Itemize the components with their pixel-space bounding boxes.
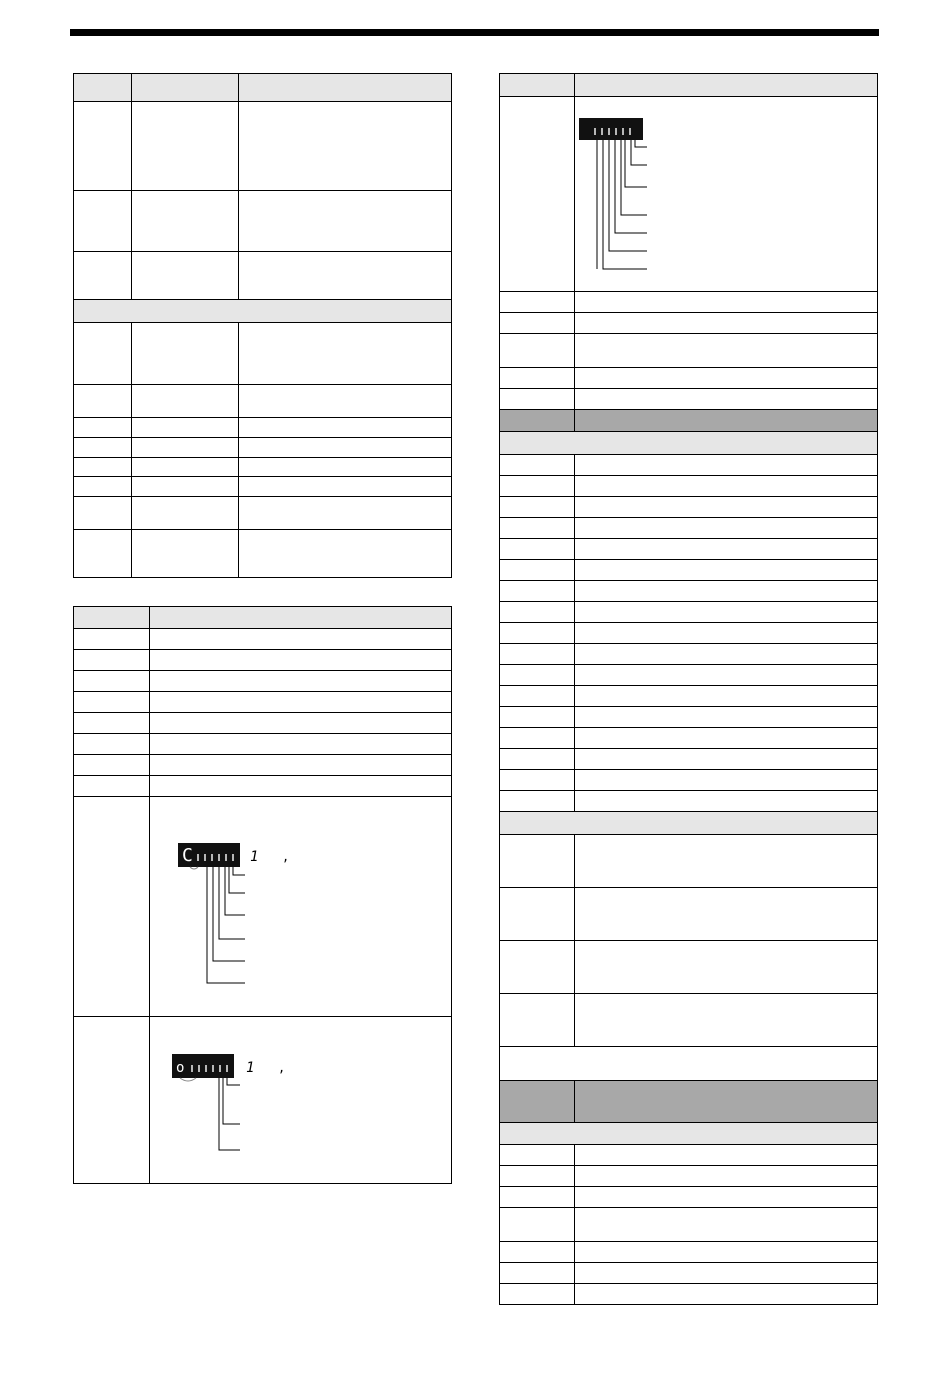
table-row bbox=[500, 97, 878, 292]
table-row bbox=[500, 644, 878, 665]
table-row bbox=[500, 791, 878, 812]
lcd-diagram-o-graphic bbox=[150, 1017, 450, 1182]
section-header-row bbox=[500, 1081, 878, 1123]
table-row bbox=[500, 539, 878, 560]
table-row bbox=[74, 692, 452, 713]
lcd-diagram-c bbox=[150, 797, 451, 1015]
table-row bbox=[500, 888, 878, 941]
lcd-diagram-top-graphic bbox=[575, 97, 875, 290]
table-row bbox=[500, 1242, 878, 1263]
table-row bbox=[74, 418, 452, 438]
left-top-table bbox=[73, 73, 452, 578]
table-row bbox=[74, 102, 452, 191]
table-row bbox=[500, 1284, 878, 1305]
table-row bbox=[500, 707, 878, 728]
lcd-diagram-o bbox=[150, 1017, 451, 1182]
table-row bbox=[500, 1187, 878, 1208]
table-row bbox=[74, 438, 452, 458]
left-bottom-table bbox=[73, 606, 452, 1184]
table-row bbox=[500, 497, 878, 518]
lcd-diagram-top bbox=[575, 97, 877, 290]
table-row bbox=[74, 385, 452, 418]
table-row bbox=[500, 749, 878, 770]
table-row bbox=[74, 671, 452, 692]
table-row bbox=[74, 734, 452, 755]
table-row bbox=[74, 1017, 452, 1184]
table-row bbox=[74, 530, 452, 578]
table-row bbox=[74, 755, 452, 776]
table-header-row bbox=[500, 74, 878, 97]
table-row bbox=[500, 1263, 878, 1284]
table-row bbox=[500, 292, 878, 313]
table-row bbox=[500, 665, 878, 686]
table-row bbox=[74, 629, 452, 650]
table-row bbox=[74, 458, 452, 477]
table-row bbox=[500, 994, 878, 1047]
lcd-c-prefix: C bbox=[182, 845, 193, 866]
table-row bbox=[500, 1166, 878, 1187]
table-row bbox=[500, 770, 878, 791]
table-row bbox=[500, 623, 878, 644]
table-row bbox=[500, 686, 878, 707]
table-row bbox=[74, 497, 452, 530]
table-row bbox=[74, 252, 452, 300]
table-row bbox=[74, 191, 452, 252]
table-row bbox=[74, 477, 452, 497]
section-row bbox=[500, 812, 878, 835]
lcd-c-tail: 1 bbox=[250, 849, 259, 865]
section-row bbox=[74, 300, 452, 323]
table-row bbox=[500, 560, 878, 581]
lcd-c-tail-comma: , bbox=[282, 850, 290, 864]
lcd-o-tail-comma: , bbox=[278, 1061, 286, 1075]
table-row bbox=[500, 368, 878, 389]
section-header-row bbox=[500, 410, 878, 432]
table-header-row bbox=[74, 607, 452, 629]
lcd-c-leader-lines bbox=[207, 867, 245, 983]
table-row bbox=[500, 1208, 878, 1242]
table-row bbox=[500, 476, 878, 497]
table-header-row bbox=[74, 74, 452, 102]
table-row bbox=[500, 941, 878, 994]
table-row bbox=[500, 518, 878, 539]
table-note-row bbox=[500, 1047, 878, 1081]
table-row bbox=[74, 776, 452, 797]
lcd-o-prefix: o bbox=[176, 1060, 185, 1076]
table-row bbox=[500, 728, 878, 749]
section-row bbox=[500, 1123, 878, 1145]
lcd-top-leader-lines bbox=[597, 140, 647, 269]
table-row bbox=[74, 713, 452, 734]
table-row bbox=[500, 835, 878, 888]
table-row bbox=[74, 323, 452, 385]
table-row bbox=[500, 313, 878, 334]
lcd-diagram-c-graphic bbox=[150, 797, 450, 1015]
right-table bbox=[499, 73, 878, 1305]
table-row bbox=[500, 602, 878, 623]
table-row bbox=[500, 389, 878, 410]
table-row bbox=[500, 334, 878, 368]
header-rule bbox=[70, 29, 879, 36]
table-row bbox=[500, 1145, 878, 1166]
lcd-o-leader-lines bbox=[219, 1078, 240, 1150]
section-row bbox=[500, 432, 878, 455]
table-row bbox=[500, 455, 878, 476]
table-row bbox=[74, 650, 452, 671]
lcd-o-tail: 1 bbox=[246, 1060, 255, 1076]
table-row bbox=[74, 797, 452, 1017]
table-row bbox=[500, 581, 878, 602]
